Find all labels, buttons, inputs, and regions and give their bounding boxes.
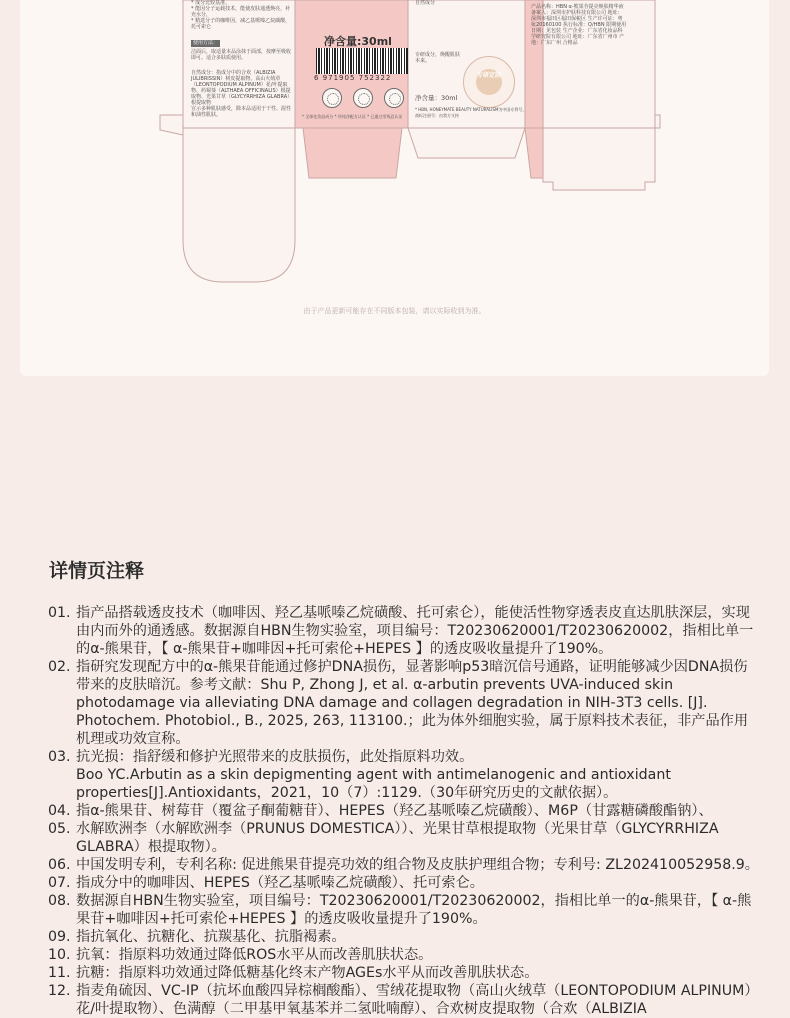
certification-seal-icon <box>322 88 342 108</box>
note-item <box>48 982 760 1018</box>
note-item <box>48 820 760 856</box>
note-number: 07. <box>48 875 71 891</box>
note-item <box>48 892 760 928</box>
brand-line: * HBN, HONEYMATE BEAUTY NATURALISM为中国专利号，商标注册号：由我方支持 <box>415 107 527 118</box>
packaging-panel <box>20 0 769 376</box>
note-number: 04. <box>48 803 71 819</box>
note-text: 抗光损：指舒缓和修护光照带来的皮肤损伤，此处指原料功效。 Boo YC.Arbutin as a skin depigmenting agent with antimelanogenic and antioxidant properties[J].Antioxidants，2021，10（7）:1129.（30年研究历史的文献依据）。 <box>76 749 671 801</box>
note-item <box>48 802 760 820</box>
note-number: 02. <box>48 659 71 675</box>
note-number: 05. <box>48 821 71 837</box>
note-number: 10. <box>48 947 71 963</box>
note-number: 12. <box>48 983 71 999</box>
seal-caption: * 全球化妆品成分 * 经纯净配方认证 * 已通过零残忍认证 <box>302 114 403 119</box>
note-item <box>48 748 760 802</box>
certification-seal-icon <box>353 88 373 108</box>
note-number: 11. <box>48 965 71 981</box>
barcode <box>316 48 408 74</box>
product-description: 专研成分，焕醒肌肤本来。 <box>415 52 461 64</box>
note-text: 指研究发现配方中的α-熊果苷能通过修护DNA损伤，显著影响p53暗沉信号通路，证明能够减少因DNA损伤带来的皮肤暗沉。参考文献：Shu P, Zhong J, et al. α-arbutin prevents UVA-induced skin photodamage via alleviating DNA damage and collagen degradation in NIH-3T3 cells. [J]. Photochem. Photobiol., B., 2025, 263, 113100.；此为体外细胞实验，属于原料技术表征，非产品作用机理或功效宣称。 <box>76 659 749 747</box>
note-text: 指α-熊果苷、树莓苷（覆盆子酮葡糖苷）、HEPES（羟乙基哌嗪乙烷磺酸）、M6P（甘露糖磷酸酯钠）、 <box>76 803 713 819</box>
note-item <box>48 928 760 946</box>
note-number: 08. <box>48 893 71 909</box>
left-panel-text: * 成分比较基准。 * 能因分子运载技术，能使皮肤通透焕亮，补充水分， * 精选分子的咖啡因，减乙基哌嗪乙烷磺酸，托可索仑 <box>191 0 291 30</box>
usage-label: 使用方法： <box>193 40 219 46</box>
note-text: 数据源自HBN生物实验室，项目编号：T20230620001/T20230620002，指相比单一的α-熊果苷，【 α-熊果苷+咖啡因+托可索伦+HEPES 】的透皮吸收量提升了190%。 <box>76 893 752 927</box>
note-text: 指产品搭载透皮技术（咖啡因、羟乙基哌嗪乙烷磺酸、托可索仑），能使活性物穿透表皮直达肌肤深层，实现由内而外的通透感。数据源自HBN生物实验室，项目编号：T20230620001/T20230620002，指相比单一的α-熊果苷，【 α-熊果苷+咖啡因+托可索伦+HEPES 】的透皮吸收量提升了190%。 <box>76 605 754 657</box>
usage-text: 洁面后，取适量本品涂抹于面部，按摩至吸收即可。适合多肤质使用。 <box>191 49 292 61</box>
note-number: 03. <box>48 749 71 765</box>
note-text: 水解欧洲李（水解欧洲李（PRUNUS DOMESTICA））、光果甘草根提取物（光果甘草（GLYCYRRHIZA GLABRA）根提取物）。 <box>76 821 719 855</box>
packaging-disclaimer: 由于产品更新可能存在不同版本包装，请以实际收到为准。 <box>303 307 486 315</box>
net-content-side: 净含量：30ml <box>415 94 458 102</box>
note-text: 抗氧：指原料功效通过降低ROS水平从而改善肌肤状态。 <box>76 947 433 963</box>
certification-seal-icon <box>384 88 404 108</box>
note-number: 09. <box>48 929 71 945</box>
note-text: 中国发明专利，专利名称: 促进熊果苷提亮功效的组合物及皮肤护理组合物；专利号: ZL202410052958.9。 <box>76 857 759 873</box>
note-item <box>48 658 760 748</box>
note-item <box>48 946 760 964</box>
note-text: 指抗氧化、抗糖化、抗羰基化、抗脂褐素。 <box>76 929 346 945</box>
notes-title: 详情页注释 <box>49 560 145 582</box>
note-text: 指麦角硫因、VC-IP（抗坏血酸四异棕榈酸酯）、雪绒花提取物（高山火绒草（LEONTOPODIUM ALPINUM）花/叶提取物）、色满醇（二甲基甲氧基苯并二氢吡喃醇）、合欢树皮提取物（合欢（ALBIZIA <box>76 983 759 1017</box>
notes-list <box>48 604 760 1018</box>
ingredients-note: 宣示多种肌肤感受，除本品适用于干性、混性和油性肌肤。 <box>191 106 292 118</box>
barcode-number: 6 971905 752322 <box>314 74 392 82</box>
stamp-inner-text: 专研定制 <box>476 69 502 95</box>
inner-label: 自然成分 <box>415 0 436 6</box>
note-item <box>48 856 760 874</box>
note-number: 06. <box>48 857 71 873</box>
note-text: 抗糖：指原料功效通过降低糖基化终末产物AGEs水平从而改善肌肤状态。 <box>76 965 539 981</box>
net-content-main: 净含量:30ml <box>324 35 392 48</box>
note-item <box>48 964 760 982</box>
note-text: 指成分中的咖啡因、HEPES（羟乙基哌嗪乙烷磺酸）、托可索仑。 <box>76 875 484 891</box>
note-number: 01. <box>48 605 71 621</box>
note-item <box>48 604 760 658</box>
right-panel-text: 产品名称：HBN α-熊果苷提亮焕肤精华液 备案人：深圳市护肤科技有限公司 地址：深圳市福田区福田保税区 生产许可证：粤妆20160100 执行标准：Q/HBN 限期使用日期：见包装 生产企业：广东省化妆品科学研究院有限公司 地址：广东省广州市 产地：广东广州 合格品 <box>531 4 627 46</box>
ingredients-text: 自然成分：指成分中的合欢（ALBIZIA JULIBRISSIN）树皮提取物、高山火绒草（LEONTOPODIUM ALPINUM）花/叶提取物、药蜀葵（ALTHAEA OFFICINALIS）根提取物、光果甘草（GLYCYRRHIZA GLABRA）根提取物 <box>191 70 293 106</box>
note-item <box>48 874 760 892</box>
